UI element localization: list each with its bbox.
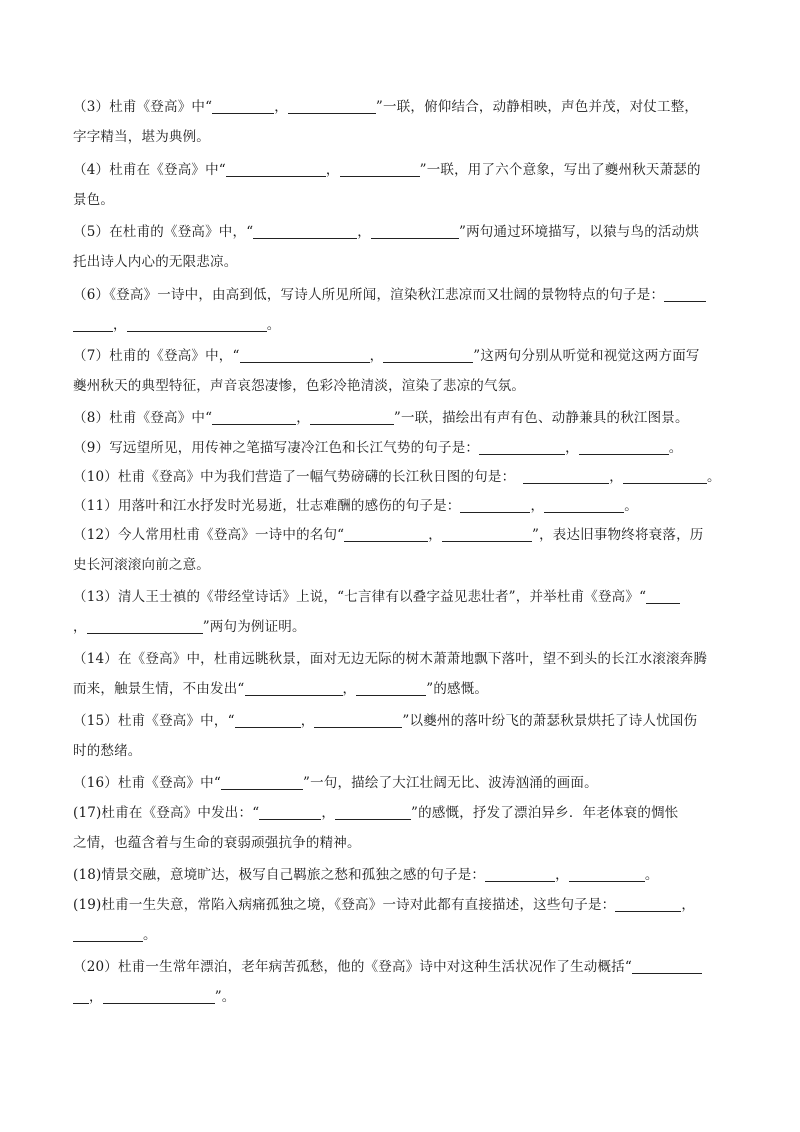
question-line: (19)杜甫一生失意，常陷入病痛孤独之境，《登高》一诗对此都有直接描述，这些句子是： ，: [73, 897, 696, 913]
question-line: 景色。: [73, 192, 115, 208]
question-3: [73, 92, 733, 152]
question-line: ， ”。: [73, 982, 733, 1012]
question-line: （8）杜甫《登高》中“ ， ”一联，描绘出有声有色、动静兼具的秋江图景。: [73, 410, 689, 426]
answer-blank[interactable]: [73, 987, 89, 1004]
question-line: 之情，也蕴含着与生命的衰弱顽强抗争的精神。: [73, 835, 361, 851]
answer-blank[interactable]: [356, 679, 426, 696]
question-line: （16）杜甫《登高》中“ ”一句，描绘了大江壮阔无比、波涛汹涌的画面。: [73, 775, 598, 791]
question-4: [73, 155, 733, 215]
question-line: 托出诗人内心的无限悲凉。: [73, 254, 238, 270]
answer-blank[interactable]: [245, 679, 343, 696]
question-14: [73, 644, 733, 704]
question-line: 字字精当，堪为典例。: [73, 129, 210, 145]
answer-blank[interactable]: [344, 525, 428, 542]
question-line: （4）杜甫在《登高》中“ ， ”一联，用了六个意象，写出了夔州秋天萧瑟的: [73, 162, 701, 178]
answer-blank[interactable]: [87, 617, 203, 634]
answer-blank[interactable]: [212, 408, 296, 425]
answer-blank[interactable]: [259, 803, 321, 820]
answer-blank[interactable]: [253, 222, 357, 239]
question-line: （7）杜甫的《登高》中，“ ， ”这两句分别从听觉和视觉这两方面写: [73, 348, 700, 364]
answer-blank[interactable]: [646, 587, 680, 604]
answer-blank[interactable]: [221, 773, 303, 790]
question-16: [73, 768, 733, 798]
answer-blank[interactable]: [523, 467, 609, 484]
answer-blank[interactable]: [288, 97, 376, 114]
question-8: [73, 403, 733, 433]
answer-blank[interactable]: [383, 346, 473, 363]
answer-blank[interactable]: [615, 895, 681, 912]
answer-blank[interactable]: [226, 160, 326, 177]
answer-blank[interactable]: [579, 438, 669, 455]
question-line: ， 。: [73, 310, 733, 340]
question-line: （15）杜甫《登高》中，“ ， ”以夔州的落叶纷飞的萧瑟秋景烘托了诗人忧国伤: [73, 713, 698, 729]
answer-blank[interactable]: [335, 803, 411, 820]
question-line: 史长河滚滚向前之意。: [73, 557, 210, 573]
question-9: [73, 433, 733, 463]
question-line: ， ”两句为例证明。: [73, 619, 306, 635]
question-line: （6）《登高》一诗中，由高到低，写诗人所见所闻，渲染秋江悲凉而又壮阔的景物特点的句子是：: [73, 280, 733, 310]
answer-blank[interactable]: [340, 160, 420, 177]
question-line: 夔州秋天的典型特征，声音哀怨凄惨，色彩冷艳清淡，渲染了悲凉的气氛。: [73, 378, 526, 394]
question-line: (17)杜甫在《登高》中发出：“ ， ”的感慨，抒发了漂泊异乡．年老体衰的惆怅: [73, 805, 679, 821]
question-13: [73, 582, 733, 642]
answer-blank[interactable]: [103, 987, 215, 1004]
question-7: [73, 341, 733, 401]
question-line: （20）杜甫一生常年漂泊，老年病苦孤愁，他的《登高》诗中对这种生活状况作了生动概括“: [73, 952, 733, 982]
question-line: （10）杜甫《登高》中为我们营造了一幅气势磅礴的长江秋日图的句是： ， 。: [73, 469, 721, 485]
answer-blank[interactable]: [235, 711, 301, 728]
question-20: [73, 952, 733, 1012]
answer-blank[interactable]: [442, 525, 532, 542]
question-10: [73, 462, 733, 492]
answer-blank[interactable]: [240, 346, 370, 363]
question-15: [73, 706, 733, 766]
answer-blank[interactable]: [212, 97, 274, 114]
answer-blank[interactable]: [632, 957, 702, 974]
answer-blank[interactable]: [310, 408, 394, 425]
answer-blank[interactable]: [371, 222, 459, 239]
answer-blank[interactable]: [460, 496, 530, 513]
question-6: [73, 280, 733, 340]
question-12: [73, 520, 733, 580]
question-11: [73, 491, 733, 521]
question-line: 而来，触景生情，不由发出“ ， ”的感慨。: [73, 681, 489, 697]
question-line: （3）杜甫《登高》中“ ， ”一联，俯仰结合，动静相映，声色并茂，对仗工整，: [73, 99, 699, 115]
answer-blank[interactable]: [73, 315, 113, 332]
question-line: （12）今人常用杜甫《登高》一诗中的名句“ ， ”，表达旧事物终将衰落，历: [73, 527, 704, 543]
question-19: [73, 890, 733, 950]
question-18: [73, 860, 733, 890]
answer-blank[interactable]: [127, 315, 267, 332]
answer-blank[interactable]: [479, 438, 565, 455]
answer-blank[interactable]: [314, 711, 402, 728]
question-line: （9）写远望所见，用传神之笔描写凄冷江色和长江气势的句子是： ， 。: [73, 440, 683, 456]
question-line: 时的愁绪。: [73, 743, 142, 759]
question-line: （11）用落叶和江水抒发时光易逝，壮志难酬的感伤的句子是： ， 。: [73, 498, 638, 514]
question-line: （14）在《登高》中，杜甫远眺秋景，面对无边无际的树木萧萧地飘下落叶，望不到头的长江水滚滚奔腾: [73, 651, 708, 667]
question-line: (18)情景交融，意境旷达，极写自己羁旅之愁和孤独之感的句子是： ， 。: [73, 867, 659, 883]
question-line: （13）清人王士禛的《带经堂诗话》上说，“七言律有以叠字益见悲壮者”，并举杜甫《登高》“: [73, 582, 733, 612]
answer-blank[interactable]: [544, 496, 624, 513]
answer-blank[interactable]: [485, 865, 555, 882]
question-5: [73, 217, 733, 277]
question-line: 。: [73, 920, 733, 950]
question-17: [73, 798, 733, 858]
answer-blank[interactable]: [569, 865, 645, 882]
answer-blank[interactable]: [623, 467, 707, 484]
answer-blank[interactable]: [664, 285, 706, 302]
question-line: （5）在杜甫的《登高》中，“ ， ”两句通过环境描写，以猿与鸟的活动烘: [73, 224, 700, 240]
answer-blank[interactable]: [73, 925, 143, 942]
